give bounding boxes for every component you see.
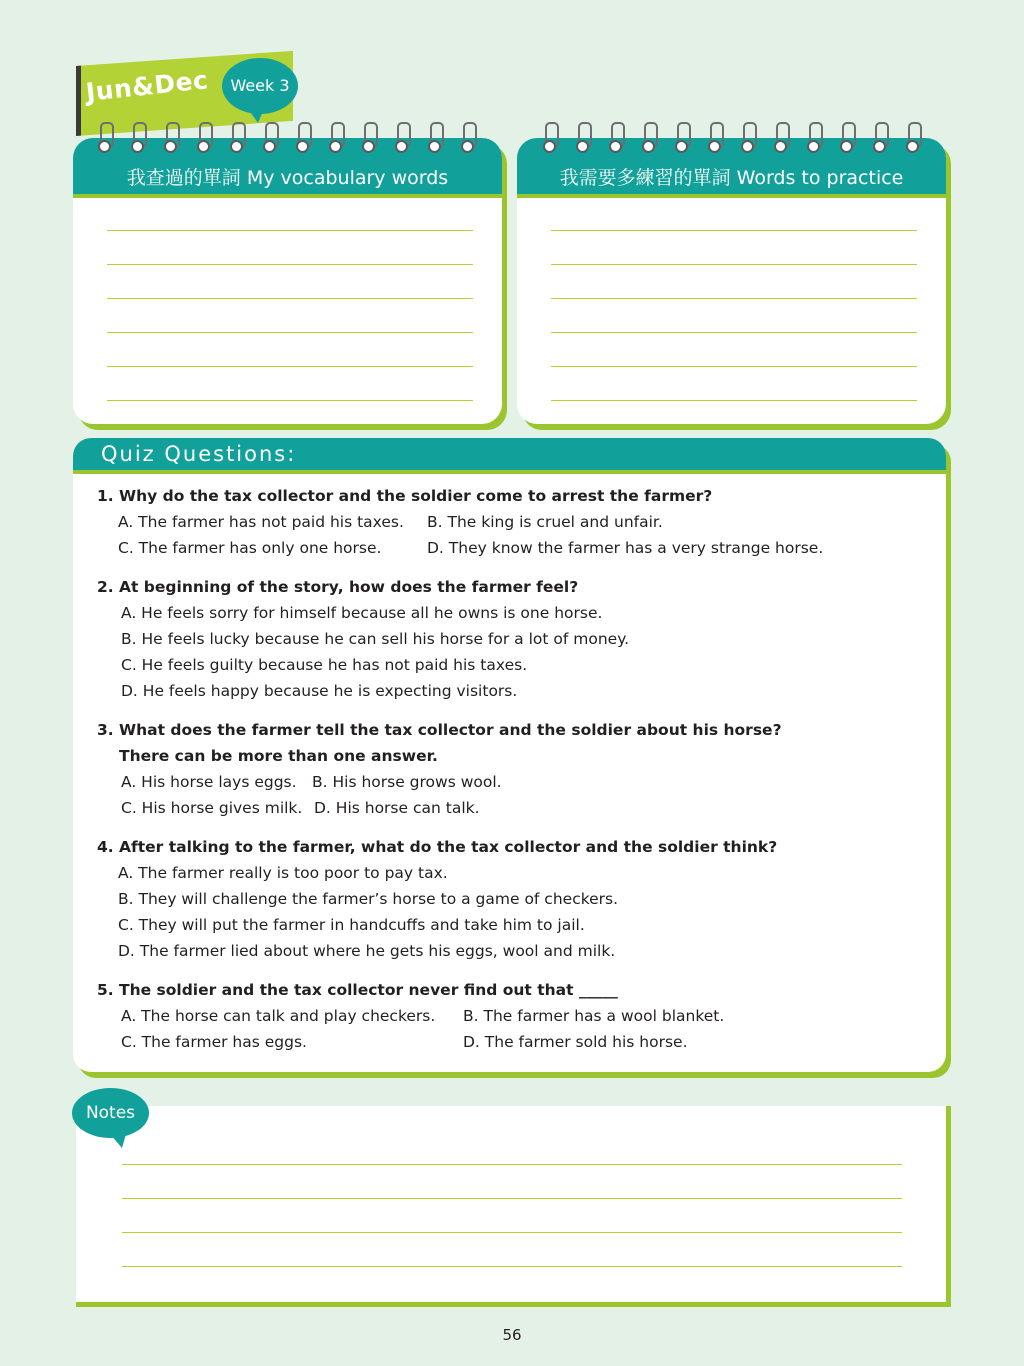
practice-line[interactable]: [551, 298, 917, 299]
spiral-ring: [772, 122, 790, 158]
vocabulary-line[interactable]: [107, 366, 473, 367]
option-3b[interactable]: B. His horse grows wool.: [312, 773, 502, 791]
practice-card-title: 我需要多練習的單詞 Words to practice: [559, 167, 904, 189]
spiral-ring: [228, 122, 246, 158]
question-1: [97, 487, 712, 505]
option-1d[interactable]: D. They know the farmer has a very strange horse.: [427, 539, 824, 557]
option-5c[interactable]: C. The farmer has eggs.: [121, 1033, 307, 1051]
question-number: 1.: [97, 487, 114, 505]
question-number: 4.: [97, 838, 114, 856]
practice-line[interactable]: [551, 366, 917, 367]
ring-hole: [906, 140, 919, 153]
ring-hole: [98, 140, 111, 153]
ring-hole: [395, 140, 408, 153]
option-2a[interactable]: A. He feels sorry for himself because all he owns is one horse.: [121, 604, 603, 622]
spiral-ring: [459, 122, 477, 158]
spiral-ring: [871, 122, 889, 158]
option-3d[interactable]: D. His horse can talk.: [314, 799, 480, 817]
ring-hole: [461, 140, 474, 153]
spiral-ring: [739, 122, 757, 158]
spiral-ring: [574, 122, 592, 158]
month-tag: Jun&Dec: [84, 65, 210, 107]
spiral-ring: [640, 122, 658, 158]
ring-hole: [840, 140, 853, 153]
vocabulary-card-title: 我查過的單詞 My vocabulary words: [126, 167, 449, 189]
spiral-ring: [805, 122, 823, 158]
vocabulary-line[interactable]: [107, 298, 473, 299]
vocabulary-line[interactable]: [107, 264, 473, 265]
spiral-ring: [426, 122, 444, 158]
option-2b[interactable]: B. He feels lucky because he can sell his horse for a lot of money.: [121, 630, 630, 648]
spiral-ring: [96, 122, 114, 158]
option-5d[interactable]: D. The farmer sold his horse.: [463, 1033, 688, 1051]
spiral-ring: [838, 122, 856, 158]
option-1b[interactable]: B. The king is cruel and unfair.: [427, 513, 663, 531]
practice-line[interactable]: [551, 264, 917, 265]
ring-hole: [609, 140, 622, 153]
ring-hole: [329, 140, 342, 153]
vocabulary-line[interactable]: [107, 230, 473, 231]
spiral-ring: [673, 122, 691, 158]
page-number: 56: [502, 1326, 522, 1344]
option-2d[interactable]: D. He feels happy because he is expecting visitors.: [121, 682, 518, 700]
spiral-ring: [162, 122, 180, 158]
question-number: 3.: [97, 721, 114, 739]
option-4b[interactable]: B. They will challenge the farmer’s horse to a game of checkers.: [118, 890, 619, 908]
spiral-ring: [294, 122, 312, 158]
option-4c[interactable]: C. They will put the farmer in handcuffs and take him to jail.: [118, 916, 585, 934]
option-3c[interactable]: C. His horse gives milk.: [121, 799, 303, 817]
quiz-panel: [73, 438, 946, 1072]
practice-line[interactable]: [551, 230, 917, 231]
question-3-note: There can be more than one answer.: [119, 747, 438, 765]
spiral-ring: [360, 122, 378, 158]
spiral-ring: [327, 122, 345, 158]
ring-hole: [873, 140, 886, 153]
ring-hole: [576, 140, 589, 153]
question-5: [97, 981, 618, 999]
practice-card: [517, 138, 946, 424]
notes-card: [76, 1106, 951, 1307]
ring-hole: [428, 140, 441, 153]
question-number: 2.: [97, 578, 114, 596]
week-badge: Week 3: [222, 58, 298, 114]
spiral-binding-left: [96, 122, 486, 158]
ring-hole: [642, 140, 655, 153]
question-number: 5.: [97, 981, 114, 999]
vocabulary-line[interactable]: [107, 332, 473, 333]
spiral-ring: [195, 122, 213, 158]
notes-line[interactable]: [122, 1232, 902, 1233]
spiral-ring: [904, 122, 922, 158]
question-text: At beginning of the story, how does the farmer feel?: [119, 578, 579, 596]
ring-hole: [774, 140, 787, 153]
spiral-ring: [706, 122, 724, 158]
option-2c[interactable]: C. He feels guilty because he has not paid his taxes.: [121, 656, 528, 674]
option-4d[interactable]: D. The farmer lied about where he gets his eggs, wool and milk.: [118, 942, 616, 960]
question-text: The soldier and the tax collector never find out that _____: [119, 981, 618, 999]
ring-hole: [708, 140, 721, 153]
option-4a[interactable]: A. The farmer really is too poor to pay tax.: [118, 864, 448, 882]
ring-hole: [164, 140, 177, 153]
question-2: [97, 578, 578, 596]
question-3: [97, 721, 782, 739]
spiral-ring: [261, 122, 279, 158]
notes-line[interactable]: [122, 1164, 902, 1165]
ring-hole: [197, 140, 210, 153]
spiral-ring: [607, 122, 625, 158]
spiral-binding-right: [541, 122, 931, 158]
spiral-ring: [541, 122, 559, 158]
practice-line[interactable]: [551, 400, 917, 401]
notes-label: Notes: [72, 1088, 149, 1138]
ring-hole: [362, 140, 375, 153]
ring-hole: [230, 140, 243, 153]
quiz-title: Quiz Questions:: [101, 442, 297, 466]
ring-hole: [675, 140, 688, 153]
practice-line[interactable]: [551, 332, 917, 333]
option-1c[interactable]: C. The farmer has only one horse.: [118, 539, 382, 557]
vocabulary-line[interactable]: [107, 400, 473, 401]
ring-hole: [263, 140, 276, 153]
question-text: After talking to the farmer, what do the tax collector and the soldier think?: [119, 838, 778, 856]
option-5a[interactable]: A. The horse can talk and play checkers.: [121, 1007, 436, 1025]
ring-hole: [807, 140, 820, 153]
spiral-ring: [129, 122, 147, 158]
option-1a[interactable]: A. The farmer has not paid his taxes.: [118, 513, 404, 531]
question-4: [97, 838, 777, 856]
question-text: Why do the tax collector and the soldier come to arrest the farmer?: [119, 487, 713, 505]
ring-hole: [543, 140, 556, 153]
quiz-header: [73, 438, 946, 474]
spiral-ring: [393, 122, 411, 158]
notes-line[interactable]: [122, 1198, 902, 1199]
notes-line[interactable]: [122, 1266, 902, 1267]
ring-hole: [741, 140, 754, 153]
option-5b[interactable]: B. The farmer has a wool blanket.: [463, 1007, 725, 1025]
ring-hole: [131, 140, 144, 153]
option-3a[interactable]: A. His horse lays eggs.: [121, 773, 297, 791]
vocabulary-card: [73, 138, 502, 424]
question-text: What does the farmer tell the tax collector and the soldier about his horse?: [119, 721, 782, 739]
ring-hole: [296, 140, 309, 153]
